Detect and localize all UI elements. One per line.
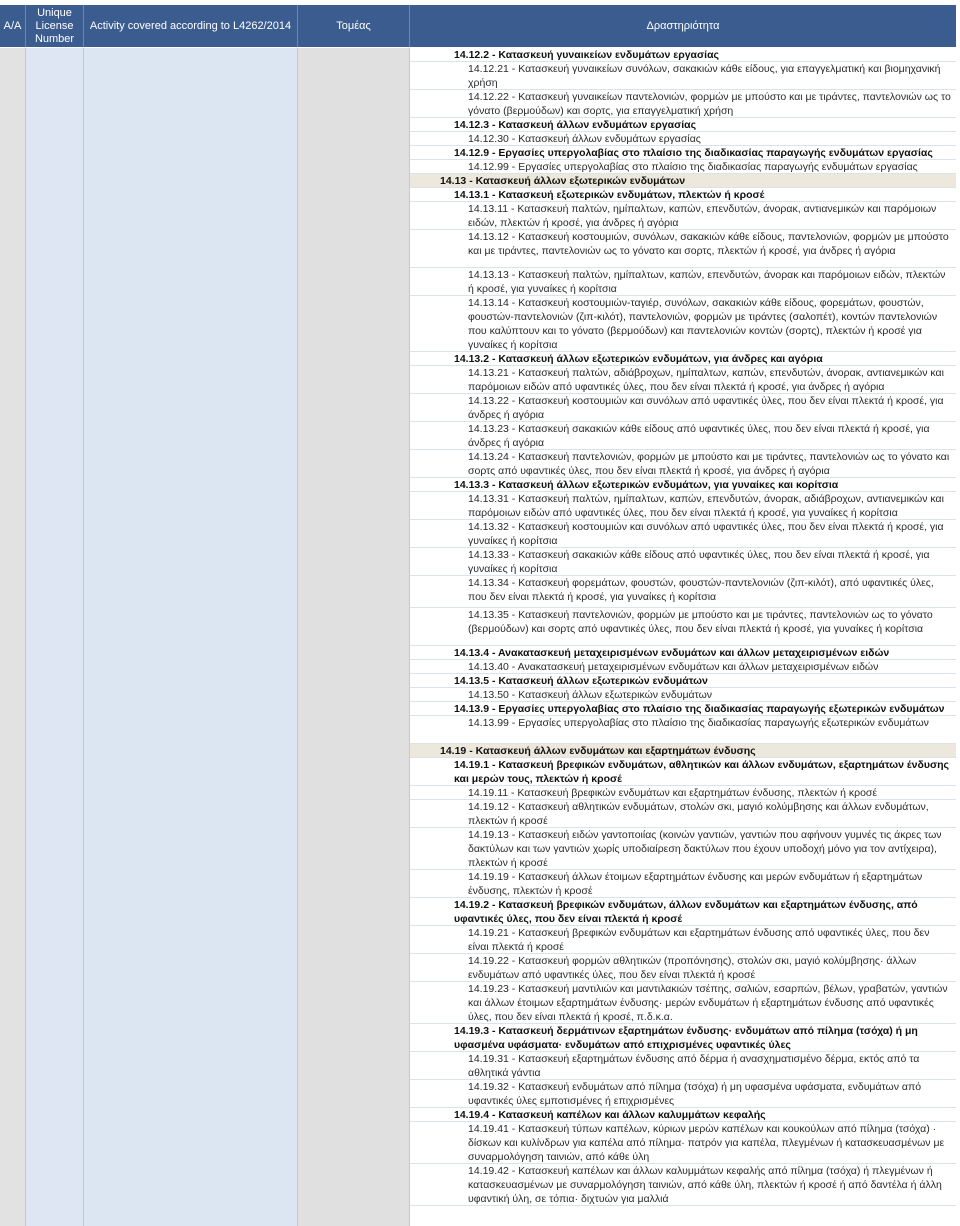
subclass-row: 14.13.11 - Κατασκευή παλτών, ημίπαλτων, καπών, επενδυτών, άνορακ, αντιανεμικών και παρόμοιων ειδών, πλεκτών ή κροσέ, για άνδρες ή αγόρια <box>410 202 956 230</box>
class-row: 14.12.2 - Κατασκευή γυναικείων ενδυμάτων εργασίας <box>410 48 956 62</box>
column-activity <box>84 48 298 1226</box>
header-activity: Activity covered according to L4262/2014 <box>84 5 298 47</box>
subclass-row: 14.12.21 - Κατασκευή γυναικείων συνόλων, σακακιών κάθε είδους, για επαγγελματική και βιομηχανική χρήση <box>410 62 956 90</box>
subclass-row: 14.13.22 - Κατασκευή κοστουμιών και συνόλων από υφαντικές ύλες, που δεν είναι πλεκτά ή κροσέ, για άνδρες ή αγόρια <box>410 394 956 422</box>
table-header <box>0 5 956 47</box>
subclass-row: 14.12.99 - Εργασίες υπεργολαβίας στο πλαίσιο της διαδικασίας παραγωγής ενδυμάτων εργασίας <box>410 160 956 174</box>
subclass-row: 14.13.23 - Κατασκευή σακακιών κάθε είδους από υφαντικές ύλες, που δεν είναι πλεκτά ή κροσέ, για άνδρες ή αγόρια <box>410 422 956 450</box>
subclass-row: 14.19.41 - Κατασκευή τύπων καπέλων, κύριων μερών καπέλων και κουκούλων από πίλημα (τσόχα) · δίσκων και κυλίνδρων για καπέλα από πίλημα· πατρόν για καπέλα, πλεγμένων ή κατασκευασμένων με συναρμολόγηση ταινιών, από κάθε ύλη <box>410 1122 956 1164</box>
subclass-row: 14.13.14 - Κατασκευή κοστουμιών-ταγιέρ, συνόλων, σακακιών κάθε είδους, φορεμάτων, φουστών, φουστών-παντελονιών (ζιπ-κιλότ), παντελονιών, φορμών με τιράντες (σαλοπέτ), κοντών παντελονιών που καλύπτουν και το γόνατο (βερμούδων) και παντελονιών κοντών (σορτς), πλεκτών ή κροσέ για γυναίκες ή κορίτσια <box>410 296 956 352</box>
subclass-row: 14.13.40 - Ανακατασκευή μεταχειρισμένων ενδυμάτων και άλλων μεταχειρισμένων ειδών <box>410 660 956 674</box>
column-sector <box>298 48 410 1226</box>
class-row: 14.19.3 - Κατασκευή δερμάτινων εξαρτημάτων ένδυσης· ενδυμάτων από πίλημα (τσόχα) ή μη υφασμένα υφάσματα· ενδυμάτων από επιχρισμένες υφαντικές ύλες <box>410 1024 956 1052</box>
subclass-row: 14.13.99 - Εργασίες υπεργολαβίας στο πλαίσιο της διαδικασίας παραγωγής εξωτερικών ενδυμάτων <box>410 716 956 744</box>
subclass-row: 14.19.31 - Κατασκευή εξαρτημάτων ένδυσης από δέρμα ή ανασχηματισμένο δέρμα, εκτός από τα αθλητικά γάντια <box>410 1052 956 1080</box>
group-row: 14.19 - Κατασκευή άλλων ενδυμάτων και εξαρτημάτων ένδυσης <box>410 744 956 758</box>
subclass-row: 14.19.32 - Κατασκευή ενδυμάτων από πίλημα (τσόχα) ή μη υφασμένα υφάσματα, ενδυμάτων από υφαντικές ύλες εμποτισμένες ή επιχρισμένες <box>410 1080 956 1108</box>
subclass-row: 14.19.11 - Κατασκευή βρεφικών ενδυμάτων και εξαρτημάτων ένδυσης, πλεκτών ή κροσέ <box>410 786 956 800</box>
subclass-row: 14.12.22 - Κατασκευή γυναικείων παντελονιών, φορμών με μπούστο και με τιράντες, παντελονιών ως το γόνατο (βερμούδων) και σορτς, για επαγγελματική χρήση <box>410 90 956 118</box>
subclass-row: 14.13.34 - Κατασκευή φορεμάτων, φουστών, φουστών-παντελονιών (ζιπ-κιλότ), από υφαντικές ύλες, που δεν είναι πλεκτά ή κροσέ, για γυναίκες ή κορίτσια <box>410 576 956 608</box>
group-row: 14.13 - Κατασκευή άλλων εξωτερικών ενδυμάτων <box>410 174 956 188</box>
class-row: 14.12.3 - Κατασκευή άλλων ενδυμάτων εργασίας <box>410 118 956 132</box>
class-row: 14.13.3 - Κατασκευή άλλων εξωτερικών ενδυμάτων, για γυναίκες και κορίτσια <box>410 478 956 492</box>
header-activity-gr: Δραστηριότητα <box>646 19 720 32</box>
subclass-row: 14.19.12 - Κατασκευή αθλητικών ενδυμάτων, στολών σκι, μαγιό κολύμβησης και άλλων ενδυμάτων, πλεκτών ή κροσέ <box>410 800 956 828</box>
subclass-row: 14.13.50 - Κατασκευή άλλων εξωτερικών ενδυμάτων <box>410 688 956 702</box>
subclass-row: 14.12.30 - Κατασκευή άλλων ενδυμάτων εργασίας <box>410 132 956 146</box>
subclass-row: 14.13.32 - Κατασκευή κοστουμιών και συνόλων από υφαντικές ύλες, που δεν είναι πλεκτά ή κροσέ, για γυναίκες ή κορίτσια <box>410 520 956 548</box>
subclass-row: 14.19.19 - Κατασκευή άλλων έτοιμων εξαρτημάτων ένδυσης και μερών ενδυμάτων ή εξαρτημάτων ένδυσης, πλεκτών ή κροσέ <box>410 870 956 898</box>
subclass-row: 14.19.42 - Κατασκευή καπέλων και άλλων καλυμμάτων κεφαλής από πίλημα (τσόχα) ή πλεγμένων ή κατασκευασμένων με συναρμολόγηση ταινιών, από κάθε ύλη, πλεκτών ή κροσέ ή από δαντέλα ή άλλη υφαντική ύλη, σε τόπια· διχτυών για μαλλιά <box>410 1164 956 1206</box>
subclass-row: 14.13.13 - Κατασκευή παλτών, ημίπαλτων, καπών, επενδυτών, άνορακ και παρόμοιων ειδών, πλεκτών ή κροσέ, για γυναίκες ή κορίτσια <box>410 268 956 296</box>
subclass-row: 14.19.22 - Κατασκευή φορμών αθλητικών (προπόνησης), στολών σκι, μαγιό κολύμβησης· άλλων ενδυμάτων από υφαντικές ύλες, που δεν είναι πλεκτά ή κροσέ <box>410 954 956 982</box>
subclass-row: 14.13.24 - Κατασκευή παντελονιών, φορμών με μπούστο και με τιράντες, παντελονιών ως το γόνατο και σορτς από υφαντικές ύλες, που δεν είναι πλεκτά ή κροσέ, για άνδρες ή αγόρια <box>410 450 956 478</box>
subclass-row: 14.13.12 - Κατασκευή κοστουμιών, συνόλων, σακακιών κάθε είδους, παντελονιών, φορμών με μπούστο και με τιράντες, παντελονιών ως το γόνατο και σορτς, πλεκτών ή κροσέ, για άνδρες ή αγόρια <box>410 230 956 268</box>
class-row: 14.13.4 - Ανακατασκευή μεταχειρισμένων ενδυμάτων και άλλων μεταχειρισμένων ειδών <box>410 646 956 660</box>
class-row: 14.13.5 - Κατασκευή άλλων εξωτερικών ενδυμάτων <box>410 674 956 688</box>
column-aa <box>0 48 26 1226</box>
class-row: 14.19.2 - Κατασκευή βρεφικών ενδυμάτων, άλλων ενδυμάτων και εξαρτημάτων ένδυσης, από υφαντικές ύλες, που δεν είναι πλεκτά ή κροσέ <box>410 898 956 926</box>
column-license-number <box>26 48 84 1226</box>
subclass-row: 14.13.35 - Κατασκευή παντελονιών, φορμών με μπούστο και με τιράντες, παντελονιών ως το γόνατο (βερμούδων) και σορτς από υφαντικές ύλες, που δεν είναι πλεκτά ή κροσέ, για γυναίκες ή κορίτσια <box>410 608 956 646</box>
header-sector: Τομέας <box>298 5 410 47</box>
subclass-row: 14.13.31 - Κατασκευή παλτών, ημίπαλτων, καπών, επενδυτών, άνορακ, αδιάβροχων, αντιανεμικών και παρόμοιων ειδών από υφαντικές ύλες, που δεν είναι πλεκτά ή κροσέ, για γυναίκες ή κορίτσια <box>410 492 956 520</box>
subclass-row: 14.13.21 - Κατασκευή παλτών, αδιάβροχων, ημίπαλτων, καπών, επενδυτών, άνορακ, αντιανεμικών και παρόμοιων ειδών από υφαντικές ύλες, που δεν είναι πλεκτά ή κροσέ, για άνδρες ή αγόρια <box>410 366 956 394</box>
class-row: 14.13.1 - Κατασκευή εξωτερικών ενδυμάτων, πλεκτών ή κροσέ <box>410 188 956 202</box>
subclass-row: 14.19.13 - Κατασκευή ειδών γαντοποιίας (κοινών γαντιών, γαντιών που αφήνουν γυμνές τις άκρες των δακτύλων και των γαντιών χωρίς υποδιαίρεση δακτύλων που έχουν υποδοχή μόνο για τον αντίχειρα), πλεκτών ή κροσέ <box>410 828 956 870</box>
header-license-number: Unique License Number <box>26 5 84 47</box>
class-row: 14.13.2 - Κατασκευή άλλων εξωτερικών ενδυμάτων, για άνδρες και αγόρια <box>410 352 956 366</box>
header-aa: A/A <box>0 5 26 47</box>
subclass-row: 14.13.33 - Κατασκευή σακακιών κάθε είδους από υφαντικές ύλες, που δεν είναι πλεκτά ή κροσέ, για γυναίκες ή κορίτσια <box>410 548 956 576</box>
class-row: 14.19.1 - Κατασκευή βρεφικών ενδυμάτων, αθλητικών και άλλων ενδυμάτων, εξαρτημάτων ένδυσης και μερών τους, πλεκτών ή κροσέ <box>410 758 956 786</box>
subclass-row: 14.19.21 - Κατασκευή βρεφικών ενδυμάτων και εξαρτημάτων ένδυσης από υφαντικές ύλες, που δεν είναι πλεκτά ή κροσέ <box>410 926 956 954</box>
class-row: 14.19.4 - Κατασκευή καπέλων και άλλων καλυμμάτων κεφαλής <box>410 1108 956 1122</box>
activity-list <box>410 48 956 1206</box>
class-row: 14.12.9 - Εργασίες υπεργολαβίας στο πλαίσιο της διαδικασίας παραγωγής ενδυμάτων εργασίας <box>410 146 956 160</box>
class-row: 14.13.9 - Εργασίες υπεργολαβίας στο πλαίσιο της διαδικασίας παραγωγής εξωτερικών ενδυμάτων <box>410 702 956 716</box>
subclass-row: 14.19.23 - Κατασκευή μαντιλιών και μαντιλακιών τσέπης, σαλιών, εσαρπών, βέλων, γραβατών, γαντιών και άλλων έτοιμων εξαρτημάτων ένδυσης· μερών ενδυμάτων ή εξαρτημάτων ένδυσης από υφαντικές ύλες, που δεν είναι πλεκτά ή κροσέ, π.δ.κ.α. <box>410 982 956 1024</box>
